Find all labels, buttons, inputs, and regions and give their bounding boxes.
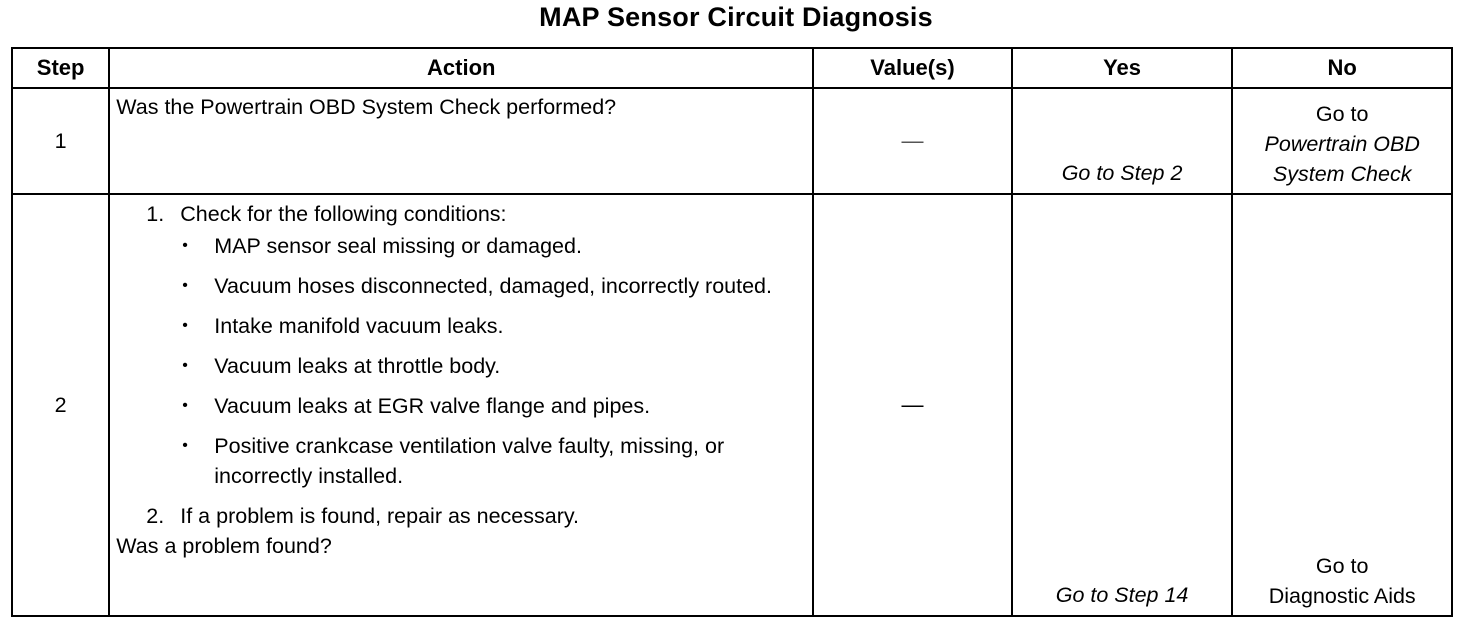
no-cell [1232, 194, 1452, 616]
action-question: Was a problem found? [116, 534, 332, 558]
list-item [182, 431, 806, 491]
list-item [182, 271, 806, 301]
list-item [182, 231, 806, 261]
action-question: Was the Powertrain OBD System Check performed? [116, 95, 617, 119]
instruction-text: Check for the following conditions: [180, 202, 507, 226]
instruction-text: If a problem is found, repair as necessary. [180, 504, 580, 528]
instruction-2 [146, 501, 806, 531]
action-text [109, 194, 813, 616]
list-item [182, 311, 806, 341]
no-link-line-1[interactable]: Powertrain OBD [1264, 132, 1420, 156]
no-link-diagnostic-aids[interactable]: Diagnostic Aids [1268, 584, 1416, 608]
condition-text: Intake manifold vacuum leaks. [214, 314, 504, 338]
table-row [12, 194, 1452, 616]
bullet-icon: • [182, 317, 188, 334]
value-dash: — [901, 128, 924, 153]
no-go-to-label: Go to [1315, 102, 1369, 126]
instruction-1 [146, 199, 806, 229]
instruction-number: 1. [146, 202, 165, 226]
header-yes: Yes [1012, 48, 1233, 88]
yes-cell [1012, 88, 1233, 194]
table-header-row [12, 48, 1452, 88]
value-cell [813, 88, 1012, 194]
page-title: MAP Sensor Circuit Diagnosis [539, 2, 933, 32]
step-number: 2 [12, 194, 109, 616]
header-action: Action [109, 48, 813, 88]
condition-text: MAP sensor seal missing or damaged. [214, 234, 582, 258]
bullet-icon: • [182, 357, 188, 374]
yes-link-step-2[interactable]: Go to Step 2 [1061, 161, 1183, 185]
no-cell [1232, 88, 1452, 194]
instruction-number: 2. [146, 504, 165, 528]
header-step: Step [12, 48, 109, 88]
condition-text: Positive crankcase ventilation valve faulty, missing, or incorrectly installed. [214, 434, 725, 488]
no-link-line-2[interactable]: System Check [1272, 162, 1412, 186]
no-go-to-label: Go to [1315, 554, 1369, 578]
bullet-icon: • [182, 397, 188, 414]
value-cell [813, 194, 1012, 616]
yes-link-step-14[interactable]: Go to Step 14 [1055, 583, 1189, 607]
list-item [182, 351, 806, 381]
condition-text: Vacuum leaks at EGR valve flange and pipes. [214, 394, 651, 418]
bullet-icon: • [182, 237, 188, 254]
diagnosis-table [11, 47, 1453, 617]
action-text [109, 88, 813, 194]
table-row [12, 88, 1452, 194]
list-item [182, 391, 806, 421]
value-dash: — [901, 392, 924, 417]
condition-text: Vacuum hoses disconnected, damaged, incorrectly routed. [214, 274, 772, 298]
condition-list [116, 231, 806, 491]
header-no: No [1232, 48, 1452, 88]
condition-text: Vacuum leaks at throttle body. [214, 354, 501, 378]
bullet-icon: • [182, 437, 188, 454]
bullet-icon: • [182, 277, 188, 294]
step-number: 1 [12, 88, 109, 194]
header-values: Value(s) [813, 48, 1012, 88]
yes-cell [1012, 194, 1233, 616]
